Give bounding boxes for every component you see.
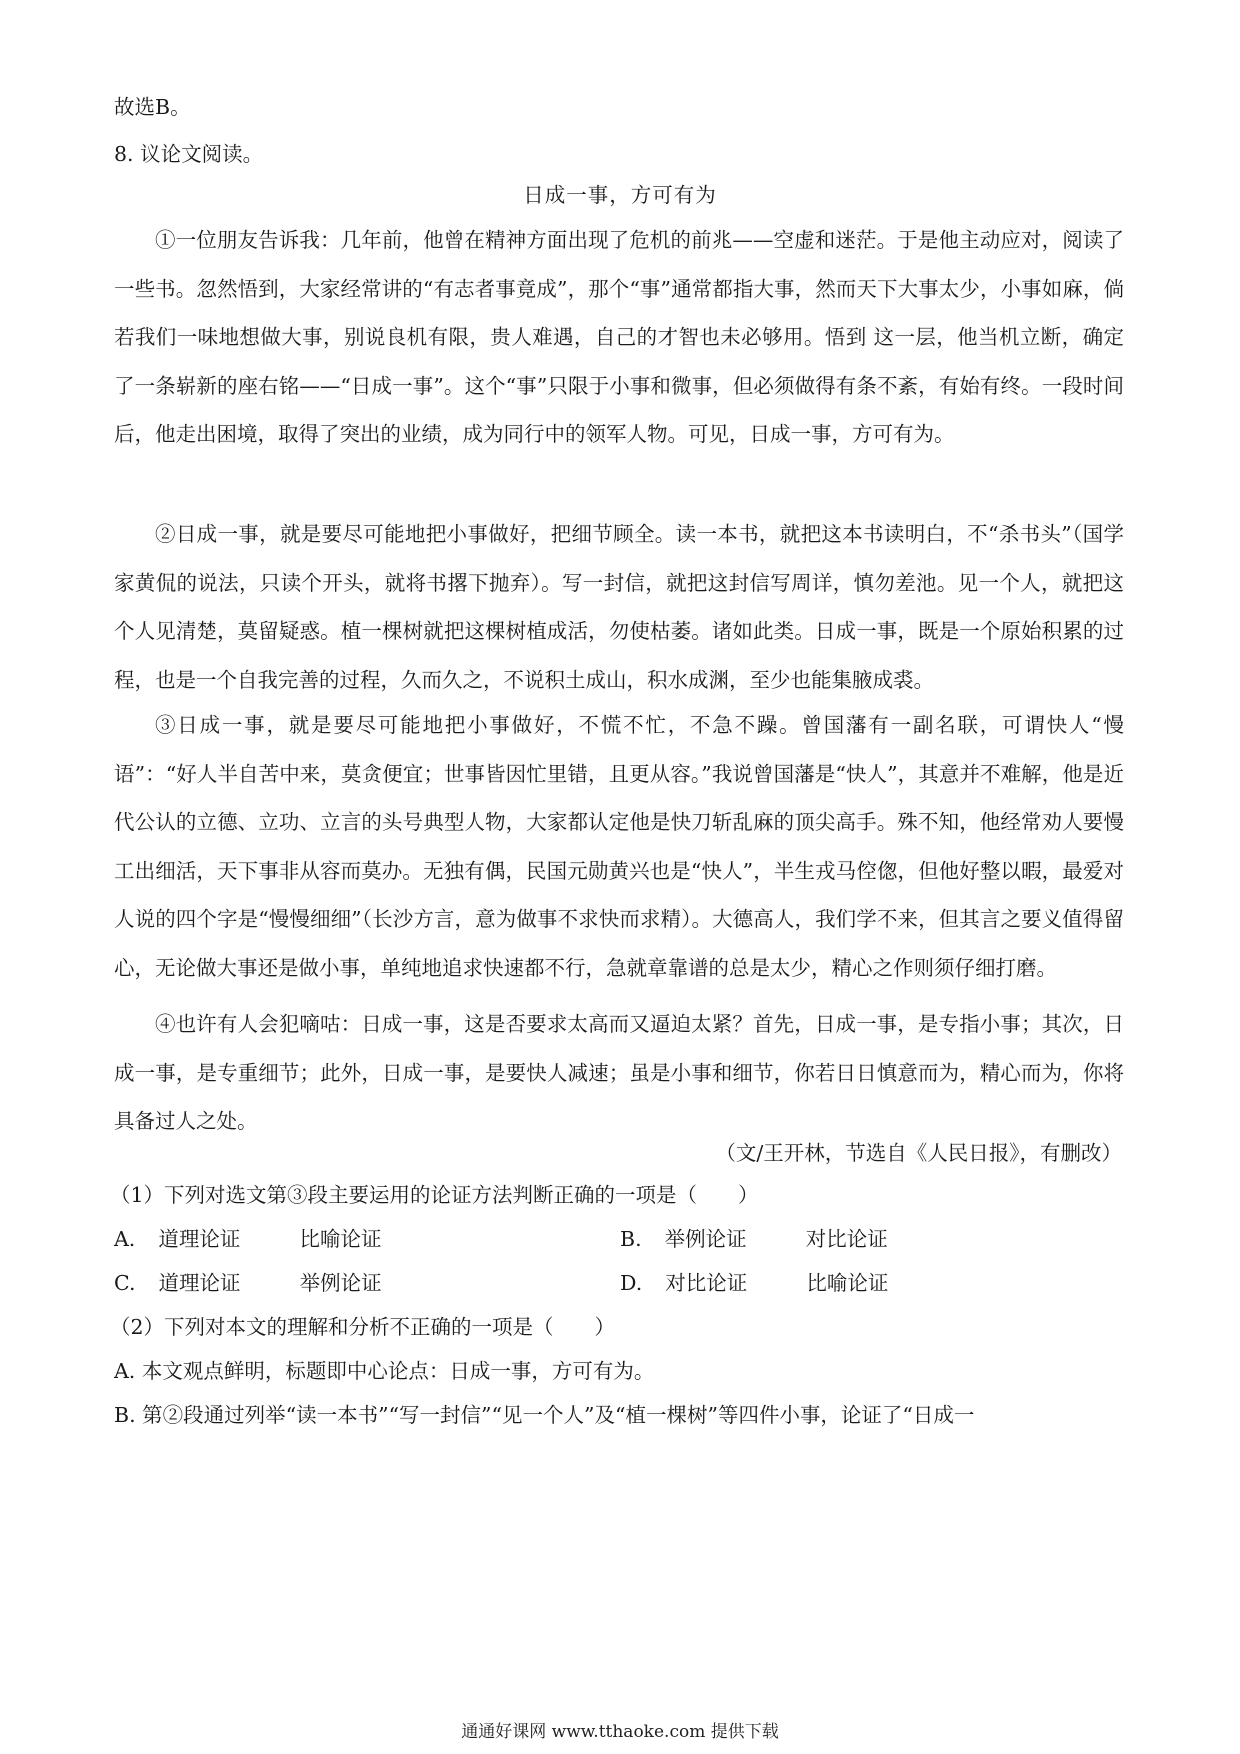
question-1-option-b[interactable] [620,1224,888,1254]
option-label: A. [114,1227,136,1251]
option-method-2: 比喻论证 [806,1271,889,1295]
option-method-1: 道理论证 [158,1271,241,1295]
option-method-1: 举例论证 [664,1227,747,1251]
option-method-2: 举例论证 [299,1271,382,1295]
article-paragraph-3: ③日成一事，就是要尽可能地把小事做好，不慌不忙，不急不躁。曾国藩有一副名联，可谓快人“慢语”：“好人半自苦中来，莫贪便宜；世事皆因忙里错，且更从容。”我说曾国藩是“快人”，其意并不难解，他是近代公认的立德、立功、立言的头号典型人物，大家都认定他是快刀斩乱麻的顶尖高手。殊不知，他经常劝人要慢工出细活，天下事非从容而莫办。无独有偶，民国元勋黄兴也是“快人”，半生戎马倥偬，但他好整以暇，最爱对人说的四个字是“慢慢细细”（长沙方言，意为做事不求快而求精）。大德高人，我们学不来，但其言之要义值得留心，无论做大事还是做小事，单纯地追求快速都不行，急就章靠谱的总是太少，精心之作则须仔细打磨。 [114,713,1124,980]
question-1-option-a[interactable] [114,1224,381,1254]
question-2-option-a[interactable]: A. 本文观点鲜明，标题即中心论点：日成一事，方可有为。 [114,1359,655,1383]
article-title: 日成一事，方可有为 [523,183,717,207]
question-1-option-c[interactable] [114,1268,382,1298]
article-paragraph-2: ②日成一事，就是要尽可能地把小事做好，把细节顾全。读一本书，就把这本书读明白，不“杀书头”（国学家黄侃的说法，只读个开头，就将书撂下抛弃）。写一封信，就把这封信写周详，慎勿差池。见一个人，就把这个人见清楚，莫留疑惑。植一棵树就把这棵树植成活，勿使枯萎。诸如此类。日成一事，既是一个原始积累的过程，也是一个自我完善的过程，久而久之，不说积土成山，积水成渊，至少也能集腋成裘。 [114,522,1124,692]
article-paragraph-4: ④也许有人会犯嘀咕：日成一事，这是否要求太高而又逼迫太紧？首先，日成一事，是专指小事；其次，日成一事，是专重细节；此外，日成一事，是要快人减速；虽是小事和细节，你若日日慎意而为，精心而为，你将具备过人之处。 [114,1012,1124,1134]
article-paragraph-1: ①一位朋友告诉我：几年前，他曾在精神方面出现了危机的前兆——空虚和迷茫。于是他主动应对，阅读了一些书。忽然悟到，大家经常讲的“有志者事竟成”，那个“事”通常都指大事，然而天下大事太少，小事如麻，倘若我们一味地想做大事，别说良机有限，贵人难遇，自己的才智也未必够用。悟到 这一层，他当机立断，确定了一条崭新的座右铭——“日成一事”。这个“事”只限于小事和微事，但必须做得有条不紊，有始有终。一段时间后，他走出困境，取得了突出的业绩，成为同行中的领军人物。可见，日成一事，方可有为。 [114,228,1124,447]
option-method-2: 对比论证 [805,1227,888,1251]
option-label: D. [620,1271,643,1295]
option-label: B. [620,1227,642,1251]
question-2-option-b[interactable]: B. 第②段通过列举“读一本书”“写一封信”“见一个人”及“植一棵树”等四件小事，论证了“日成一 [114,1403,975,1427]
page-footer: 通通好课网 www.tthaoke.com 提供下载 [461,1722,779,1742]
previous-answer: 故选B。 [114,95,191,119]
option-method-2: 比喻论证 [299,1227,382,1251]
question-1-option-d[interactable] [620,1268,888,1298]
option-label: C. [114,1271,136,1295]
option-method-1: 道理论证 [158,1227,241,1251]
section-heading: 8. 议论文阅读。 [114,142,264,166]
article-source: （文/王开林，节选自《人民日报》，有删改） [715,1141,1122,1165]
question-1-stem: （1）下列对选文第③段主要运用的论证方法判断正确的一项是（ ） [110,1183,759,1207]
option-method-1: 对比论证 [665,1271,748,1295]
question-2-stem: （2）下列对本文的理解和分析不正确的一项是（ ） [110,1315,616,1339]
